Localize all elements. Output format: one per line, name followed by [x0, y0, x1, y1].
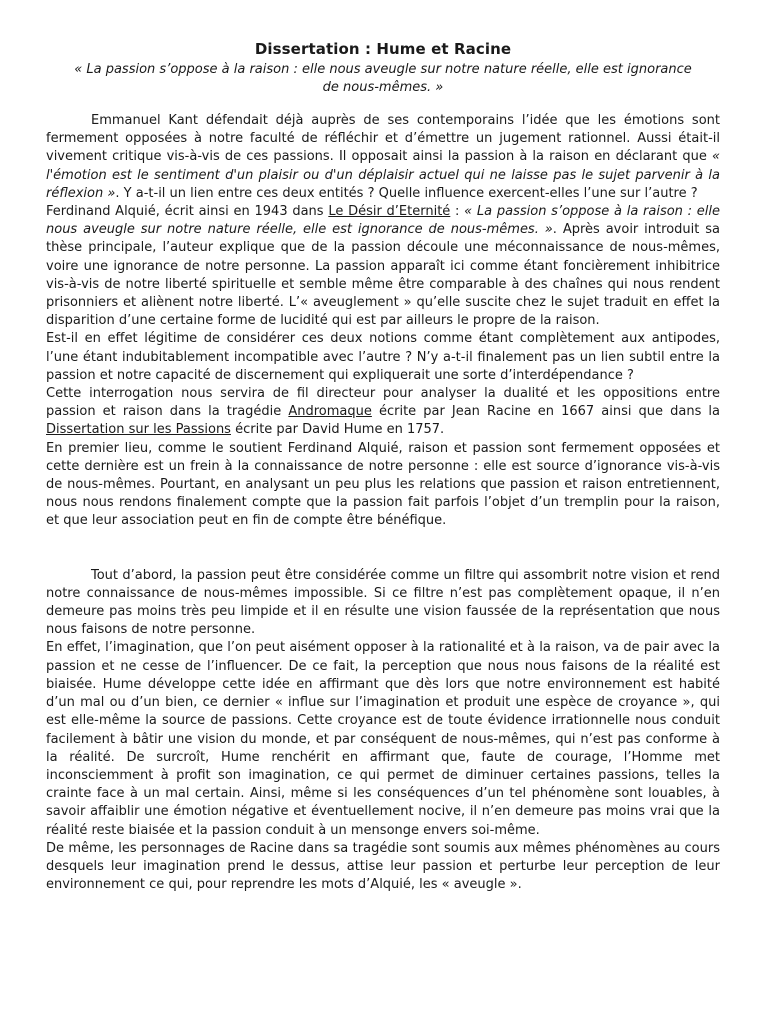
epigraph-quote: « La passion s’oppose à la raison : elle nous aveugle sur notre nature réelle, elle est ignorance de nous-mêmes. »	[74, 62, 692, 95]
text-run: . Y a-t-il un lien entre ces deux entités ? Quelle influence exercent-elles l’une sur l’autre ?	[115, 185, 698, 201]
text-run: Cette interrogation nous servira de fil directeur pour analyser la dualité et les oppositions entre passion et raison dans la tragédie	[46, 386, 720, 420]
text-run: Emmanuel Kant défendait déjà auprès de ses contemporains l’idée que les émotions sont fermement opposées à notre faculté de réfléchir et d’émettre un jugement rationnel. Aussi était-il vivement critique vis-à-vis de ces passions. Il opposait ainsi la passion à la raison en déclarant que	[46, 113, 720, 165]
paragraph-problematique: Est-il en effet légitime de considérer ces deux notions comme étant complètement aux antipodes, l’une étant indubitablement incompatible avec l’autre ? N’y a-t-il finalement pas un lien subtil entre la passion et notre capacité de discernement qui expliquerait une sorte d’interdépendance ?	[46, 331, 720, 383]
paragraph-plan: En premier lieu, comme le soutient Ferdinand Alquié, raison et passion sont fermement opposées et cette dernière est un frein à la connaissance de notre personne : elle est source d’ignorance vis-à-vis de nous-mêmes. Pourtant, en analysant un peu plus les relations que passion et raison entretiennent, nous nous rendons finalement compte que la passion fait parfois l’objet d’un tremplin pour la raison, et que leur association peut en fin de compte être bénéfique.	[46, 440, 720, 529]
work-title-andromaque: Andromaque	[288, 404, 372, 420]
alquie-quote: « La passion s’oppose à la raison : elle nous aveugle sur notre nature réelle, elle est ignorance de nous-mêmes. »	[46, 204, 720, 238]
page-title: Dissertation : Hume et Racine	[254, 40, 512, 58]
paragraph-racine-characters: De même, les personnages de Racine dans sa tragédie sont soumis aux mêmes phénomènes au cours desquels leur imagination prend le dessus, attise leur passion et perturbe leur perception de leur environnement ce qui, pour reprendre les mots d’Alquié, les « aveugle ».	[46, 840, 720, 893]
text-run: écrite par Jean Racine en 1667 ainsi que dans la	[371, 404, 720, 420]
kant-quote: « l'émotion est le sentiment d'un plaisir ou d'un déplaisir actuel qui ne laisse pas le sujet parvenir à la réflexion »	[46, 149, 720, 201]
paragraph-part1-intro: Tout d’abord, la passion peut être considérée comme un filtre qui assombrit notre vision et rend notre connaissance de nous-mêmes impossible. Si ce filtre n’est pas complètement opaque, il n’en demeure pas moins très peu limpide et il en résulte une vision faussée de la représentation que nous nous faisons de notre personne.	[46, 567, 720, 638]
work-title-desir-eternite: Le Désir d’Eternité	[328, 204, 451, 220]
paragraph-corpus	[46, 385, 720, 440]
paragraph-alquie	[46, 203, 720, 330]
text-run: Ferdinand Alquié, écrit ainsi en 1943 dans	[46, 204, 329, 220]
text-run: écrite par David Hume en 1757.	[230, 422, 445, 438]
text-run: . Après avoir introduit sa thèse principale, l’auteur explique que de la passion découle une méconnaissance de nous-mêmes, voire une ignorance de notre personne. La passion apparaît ici comme étant foncièrement inhibitrice vis-à-vis de notre liberté spirituelle et semble même être comparable à des chaînes qui nous rendent prisonniers et aliènent notre liberté. L’« aveuglement » qu’elle suscite chez le sujet traduit en effet la disparition d’une certaine forme de lucidité qui est par ailleurs le propre de la raison.	[46, 222, 720, 329]
paragraph-hume-imagination: En effet, l’imagination, que l’on peut aisément opposer à la rationalité et à la raison, va de pair avec la passion et ne cesse de l’influencer. De ce fait, la perception que nous nous faisons de la réalité est biaisée. Hume développe cette idée en affirmant que dès lors que notre environnement est habité d’un mal ou d’un bien, ce dernier « influe sur l’imagination et produit une espèce de croyance », qui est elle-même la source de passions. Cette croyance est de toute évidence irrationnelle nous conduit facilement à bâtir une vision du monde, et par conséquent de nous-mêmes, qui n’est pas conforme à la réalité. De surcroît, Hume renchérit en affirmant que, faute de courage, l’Homme met inconsciemment à profit son imagination, ce qui permet de diminuer certaines passions, telles la crainte face à un mal certain. Ainsi, même si les conséquences d’un tel phénomène sont louables, à savoir affaiblir une émotion négative et éventuellement nocive, il n’en demeure pas moins vrai que la réalité reste biaisée et la passion conduit à un mensonge envers soi-même.	[46, 640, 720, 838]
paragraph-intro-kant	[46, 112, 720, 203]
document-body	[46, 112, 720, 894]
section-spacer	[46, 531, 720, 567]
text-run: :	[450, 204, 465, 220]
work-title-dissertation-passions: Dissertation sur les Passions	[46, 422, 231, 438]
